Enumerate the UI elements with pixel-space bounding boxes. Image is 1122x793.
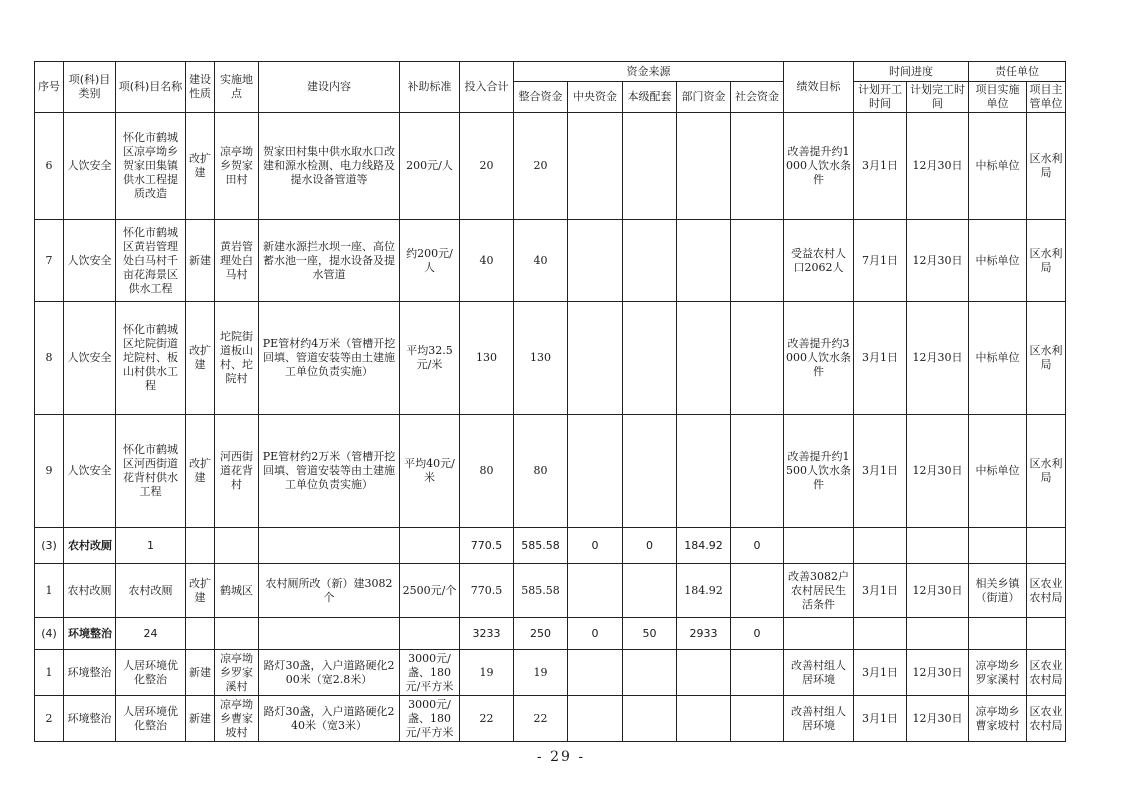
cell-funding-dept: 184.92 xyxy=(677,528,731,564)
cell-seq: 7 xyxy=(35,220,64,302)
cell-start: 3月1日 xyxy=(854,696,907,742)
cell-funding-central xyxy=(568,220,623,302)
cell-funding-integrated: 40 xyxy=(514,220,568,302)
cell-end: 12月30日 xyxy=(907,415,969,528)
cell-name: 人居环境优化整治 xyxy=(116,696,186,742)
cell-seq: 2 xyxy=(35,696,64,742)
cell-count: 1 xyxy=(116,528,186,564)
header-funding-social: 社会资金 xyxy=(731,82,784,113)
table-row xyxy=(35,220,1066,302)
cell-funding-local xyxy=(623,564,677,618)
cell-subsidy: 2500元/个 xyxy=(400,564,460,618)
cell-funding-dept xyxy=(677,302,731,415)
cell-end: 12月30日 xyxy=(907,220,969,302)
cell-funding-integrated: 250 xyxy=(514,618,568,650)
header-schedule-group: 时间进度 xyxy=(854,62,969,82)
cell-impl: 中标单位 xyxy=(969,220,1027,302)
cell-seq: 1 xyxy=(35,564,64,618)
header-nature: 建设性质 xyxy=(186,62,215,113)
header-total: 投入合计 xyxy=(460,62,514,113)
cell-content: 贺家田村集中供水取水口改建和源水检测、电力线路及提水设备管道等 xyxy=(259,113,400,220)
cell-total: 80 xyxy=(460,415,514,528)
header-funding-local: 本级配套 xyxy=(623,82,677,113)
cell-start: 3月1日 xyxy=(854,302,907,415)
cell-funding-local xyxy=(623,113,677,220)
cell-funding-social xyxy=(731,650,784,696)
cell-category: 人饮安全 xyxy=(64,302,116,415)
cell-impl: 中标单位 xyxy=(969,113,1027,220)
header-end: 计划完工时间 xyxy=(907,82,969,113)
cell-mgr: 区水利局 xyxy=(1027,302,1066,415)
cell-target: 改善村组人居环境 xyxy=(784,650,854,696)
cell-location: 河西街道花背村 xyxy=(215,415,259,528)
cell-funding-local xyxy=(623,696,677,742)
cell-funding-local xyxy=(623,415,677,528)
header-subsidy: 补助标准 xyxy=(400,62,460,113)
cell-category: 人饮安全 xyxy=(64,415,116,528)
cell-mgr: 区水利局 xyxy=(1027,415,1066,528)
header-seq: 序号 xyxy=(35,62,64,113)
cell-funding-integrated: 22 xyxy=(514,696,568,742)
table-row xyxy=(35,696,1066,742)
header-impl: 项目实施单位 xyxy=(969,82,1027,113)
cell-funding-integrated: 130 xyxy=(514,302,568,415)
cell-end: 12月30日 xyxy=(907,650,969,696)
header-target: 绩效目标 xyxy=(784,62,854,113)
cell-funding-central xyxy=(568,113,623,220)
cell-mgr: 区水利局 xyxy=(1027,113,1066,220)
cell-impl: 凉亭坳乡曹家坡村 xyxy=(969,696,1027,742)
cell-content: 路灯30盏，入户道路硬化200米（宽2.8米） xyxy=(259,650,400,696)
cell-total: 40 xyxy=(460,220,514,302)
cell-subsidy: 200元/人 xyxy=(400,113,460,220)
cell-funding-social: 0 xyxy=(731,618,784,650)
cell-funding-local xyxy=(623,220,677,302)
cell-location: 坨院街道板山村、坨院村 xyxy=(215,302,259,415)
summary-row xyxy=(35,618,1066,650)
cell-funding-dept xyxy=(677,415,731,528)
cell-total: 22 xyxy=(460,696,514,742)
page-number: - 29 - xyxy=(536,749,586,765)
cell-funding-integrated: 80 xyxy=(514,415,568,528)
cell-end: 12月30日 xyxy=(907,302,969,415)
cell-seq: (3) xyxy=(35,528,64,564)
cell-content: 路灯30盏，入户道路硬化240米（宽3米） xyxy=(259,696,400,742)
cell-funding-dept xyxy=(677,696,731,742)
cell-location: 鹤城区 xyxy=(215,564,259,618)
cell-name: 怀化市鹤城区凉亭坳乡贺家田集镇供水工程提质改造 xyxy=(116,113,186,220)
cell-funding-dept xyxy=(677,650,731,696)
table-row xyxy=(35,113,1066,220)
cell-target: 改善3082户农村居民生活条件 xyxy=(784,564,854,618)
cell-funding-social xyxy=(731,113,784,220)
cell-start: 7月1日 xyxy=(854,220,907,302)
header-location: 实施地点 xyxy=(215,62,259,113)
header-funding-dept: 部门资金 xyxy=(677,82,731,113)
cell-impl: 中标单位 xyxy=(969,415,1027,528)
cell-impl: 中标单位 xyxy=(969,302,1027,415)
table-row xyxy=(35,302,1066,415)
project-table xyxy=(34,61,1066,742)
header-resp-group: 责任单位 xyxy=(969,62,1066,82)
cell-start: 3月1日 xyxy=(854,415,907,528)
cell-target: 改善提升约3000人饮水条件 xyxy=(784,302,854,415)
cell-subsidy: 平均40元/米 xyxy=(400,415,460,528)
cell-funding-integrated: 585.58 xyxy=(514,528,568,564)
table-row xyxy=(35,564,1066,618)
table-row xyxy=(35,415,1066,528)
cell-target: 受益农村人口2062人 xyxy=(784,220,854,302)
cell-funding-dept: 184.92 xyxy=(677,564,731,618)
cell-start: 3月1日 xyxy=(854,564,907,618)
cell-nature: 改扩建 xyxy=(186,302,215,415)
cell-seq: 8 xyxy=(35,302,64,415)
cell-total: 20 xyxy=(460,113,514,220)
cell-end: 12月30日 xyxy=(907,564,969,618)
cell-name: 怀化市鹤城区坨院街道坨院村、板山村供水工程 xyxy=(116,302,186,415)
cell-category: 环境整治 xyxy=(64,696,116,742)
cell-end: 12月30日 xyxy=(907,113,969,220)
cell-content: 新建水源拦水坝一座、高位蓄水池一座，提水设备及提水管道 xyxy=(259,220,400,302)
cell-nature: 改扩建 xyxy=(186,564,215,618)
cell-nature: 改扩建 xyxy=(186,113,215,220)
header-start: 计划开工时间 xyxy=(854,82,907,113)
cell-seq: 9 xyxy=(35,415,64,528)
cell-name: 人居环境优化整治 xyxy=(116,650,186,696)
cell-funding-integrated: 585.58 xyxy=(514,564,568,618)
cell-category: 人饮安全 xyxy=(64,113,116,220)
cell-funding-integrated: 19 xyxy=(514,650,568,696)
summary-row xyxy=(35,528,1066,564)
cell-funding-local xyxy=(623,302,677,415)
cell-content: PE管材约2万米（管槽开挖回填、管道安装等由土建施工单位负责实施） xyxy=(259,415,400,528)
cell-funding-dept xyxy=(677,220,731,302)
header-category: 项(科)目类别 xyxy=(64,62,116,113)
cell-name: 农村改厕 xyxy=(116,564,186,618)
cell-end: 12月30日 xyxy=(907,696,969,742)
cell-funding-local: 0 xyxy=(623,528,677,564)
cell-funding-local xyxy=(623,650,677,696)
cell-funding-social xyxy=(731,220,784,302)
cell-start: 3月1日 xyxy=(854,113,907,220)
cell-mgr: 区农业农村局 xyxy=(1027,564,1066,618)
header-mgr: 项目主管单位 xyxy=(1027,82,1066,113)
cell-seq: 6 xyxy=(35,113,64,220)
cell-mgr: 区农业农村局 xyxy=(1027,696,1066,742)
header-funding-integrated: 整合资金 xyxy=(514,82,568,113)
cell-target: 改善提升约1000人饮水条件 xyxy=(784,113,854,220)
cell-total: 19 xyxy=(460,650,514,696)
cell-funding-social xyxy=(731,302,784,415)
cell-target: 改善村组人居环境 xyxy=(784,696,854,742)
cell-funding-social xyxy=(731,696,784,742)
cell-funding-social: 0 xyxy=(731,528,784,564)
cell-mgr: 区农业农村局 xyxy=(1027,650,1066,696)
cell-seq: 1 xyxy=(35,650,64,696)
cell-funding-central xyxy=(568,302,623,415)
cell-category: 环境整治 xyxy=(64,650,116,696)
cell-funding-central: 0 xyxy=(568,528,623,564)
cell-seq: (4) xyxy=(35,618,64,650)
cell-funding-integrated: 20 xyxy=(514,113,568,220)
cell-funding-central xyxy=(568,650,623,696)
cell-total: 770.5 xyxy=(460,528,514,564)
cell-location: 凉亭坳乡贺家田村 xyxy=(215,113,259,220)
cell-subsidy: 约200元/人 xyxy=(400,220,460,302)
header-funding-group: 资金来源 xyxy=(514,62,784,82)
cell-location: 凉亭坳乡曹家坡村 xyxy=(215,696,259,742)
cell-location: 凉亭坳乡罗家溪村 xyxy=(215,650,259,696)
table-header xyxy=(35,62,1066,113)
cell-funding-central: 0 xyxy=(568,618,623,650)
header-name: 项(科)目名称 xyxy=(116,62,186,113)
header-funding-central: 中央资金 xyxy=(568,82,623,113)
cell-funding-central xyxy=(568,696,623,742)
cell-funding-local: 50 xyxy=(623,618,677,650)
cell-count: 24 xyxy=(116,618,186,650)
cell-content: PE管材约4万米（管槽开挖回填、管道安装等由土建施工单位负责实施） xyxy=(259,302,400,415)
cell-category: 农村改厕 xyxy=(64,564,116,618)
cell-funding-dept xyxy=(677,113,731,220)
cell-nature: 新建 xyxy=(186,220,215,302)
cell-content: 农村厕所改（新）建3082个 xyxy=(259,564,400,618)
cell-funding-central xyxy=(568,564,623,618)
cell-total: 770.5 xyxy=(460,564,514,618)
cell-subsidy: 3000元/盏、180元/平方米 xyxy=(400,650,460,696)
cell-total: 3233 xyxy=(460,618,514,650)
cell-category: 环境整治 xyxy=(64,618,116,650)
cell-funding-social xyxy=(731,564,784,618)
table-row xyxy=(35,650,1066,696)
cell-name: 怀化市鹤城区黄岩管理处白马村千亩花海景区供水工程 xyxy=(116,220,186,302)
cell-category: 农村改厕 xyxy=(64,528,116,564)
cell-funding-dept: 2933 xyxy=(677,618,731,650)
cell-nature: 改扩建 xyxy=(186,415,215,528)
cell-nature: 新建 xyxy=(186,696,215,742)
cell-funding-social xyxy=(731,415,784,528)
cell-target: 改善提升约1500人饮水条件 xyxy=(784,415,854,528)
cell-impl: 相关乡镇（街道） xyxy=(969,564,1027,618)
cell-total: 130 xyxy=(460,302,514,415)
cell-start: 3月1日 xyxy=(854,650,907,696)
cell-category: 人饮安全 xyxy=(64,220,116,302)
cell-impl: 凉亭坳乡罗家溪村 xyxy=(969,650,1027,696)
cell-subsidy: 平均32.5元/米 xyxy=(400,302,460,415)
header-content: 建设内容 xyxy=(259,62,400,113)
cell-subsidy: 3000元/盏、180元/平方米 xyxy=(400,696,460,742)
cell-mgr: 区水利局 xyxy=(1027,220,1066,302)
cell-funding-central xyxy=(568,415,623,528)
cell-nature: 新建 xyxy=(186,650,215,696)
cell-name: 怀化市鹤城区河西街道花背村供水工程 xyxy=(116,415,186,528)
cell-location: 黄岩管理处白马村 xyxy=(215,220,259,302)
